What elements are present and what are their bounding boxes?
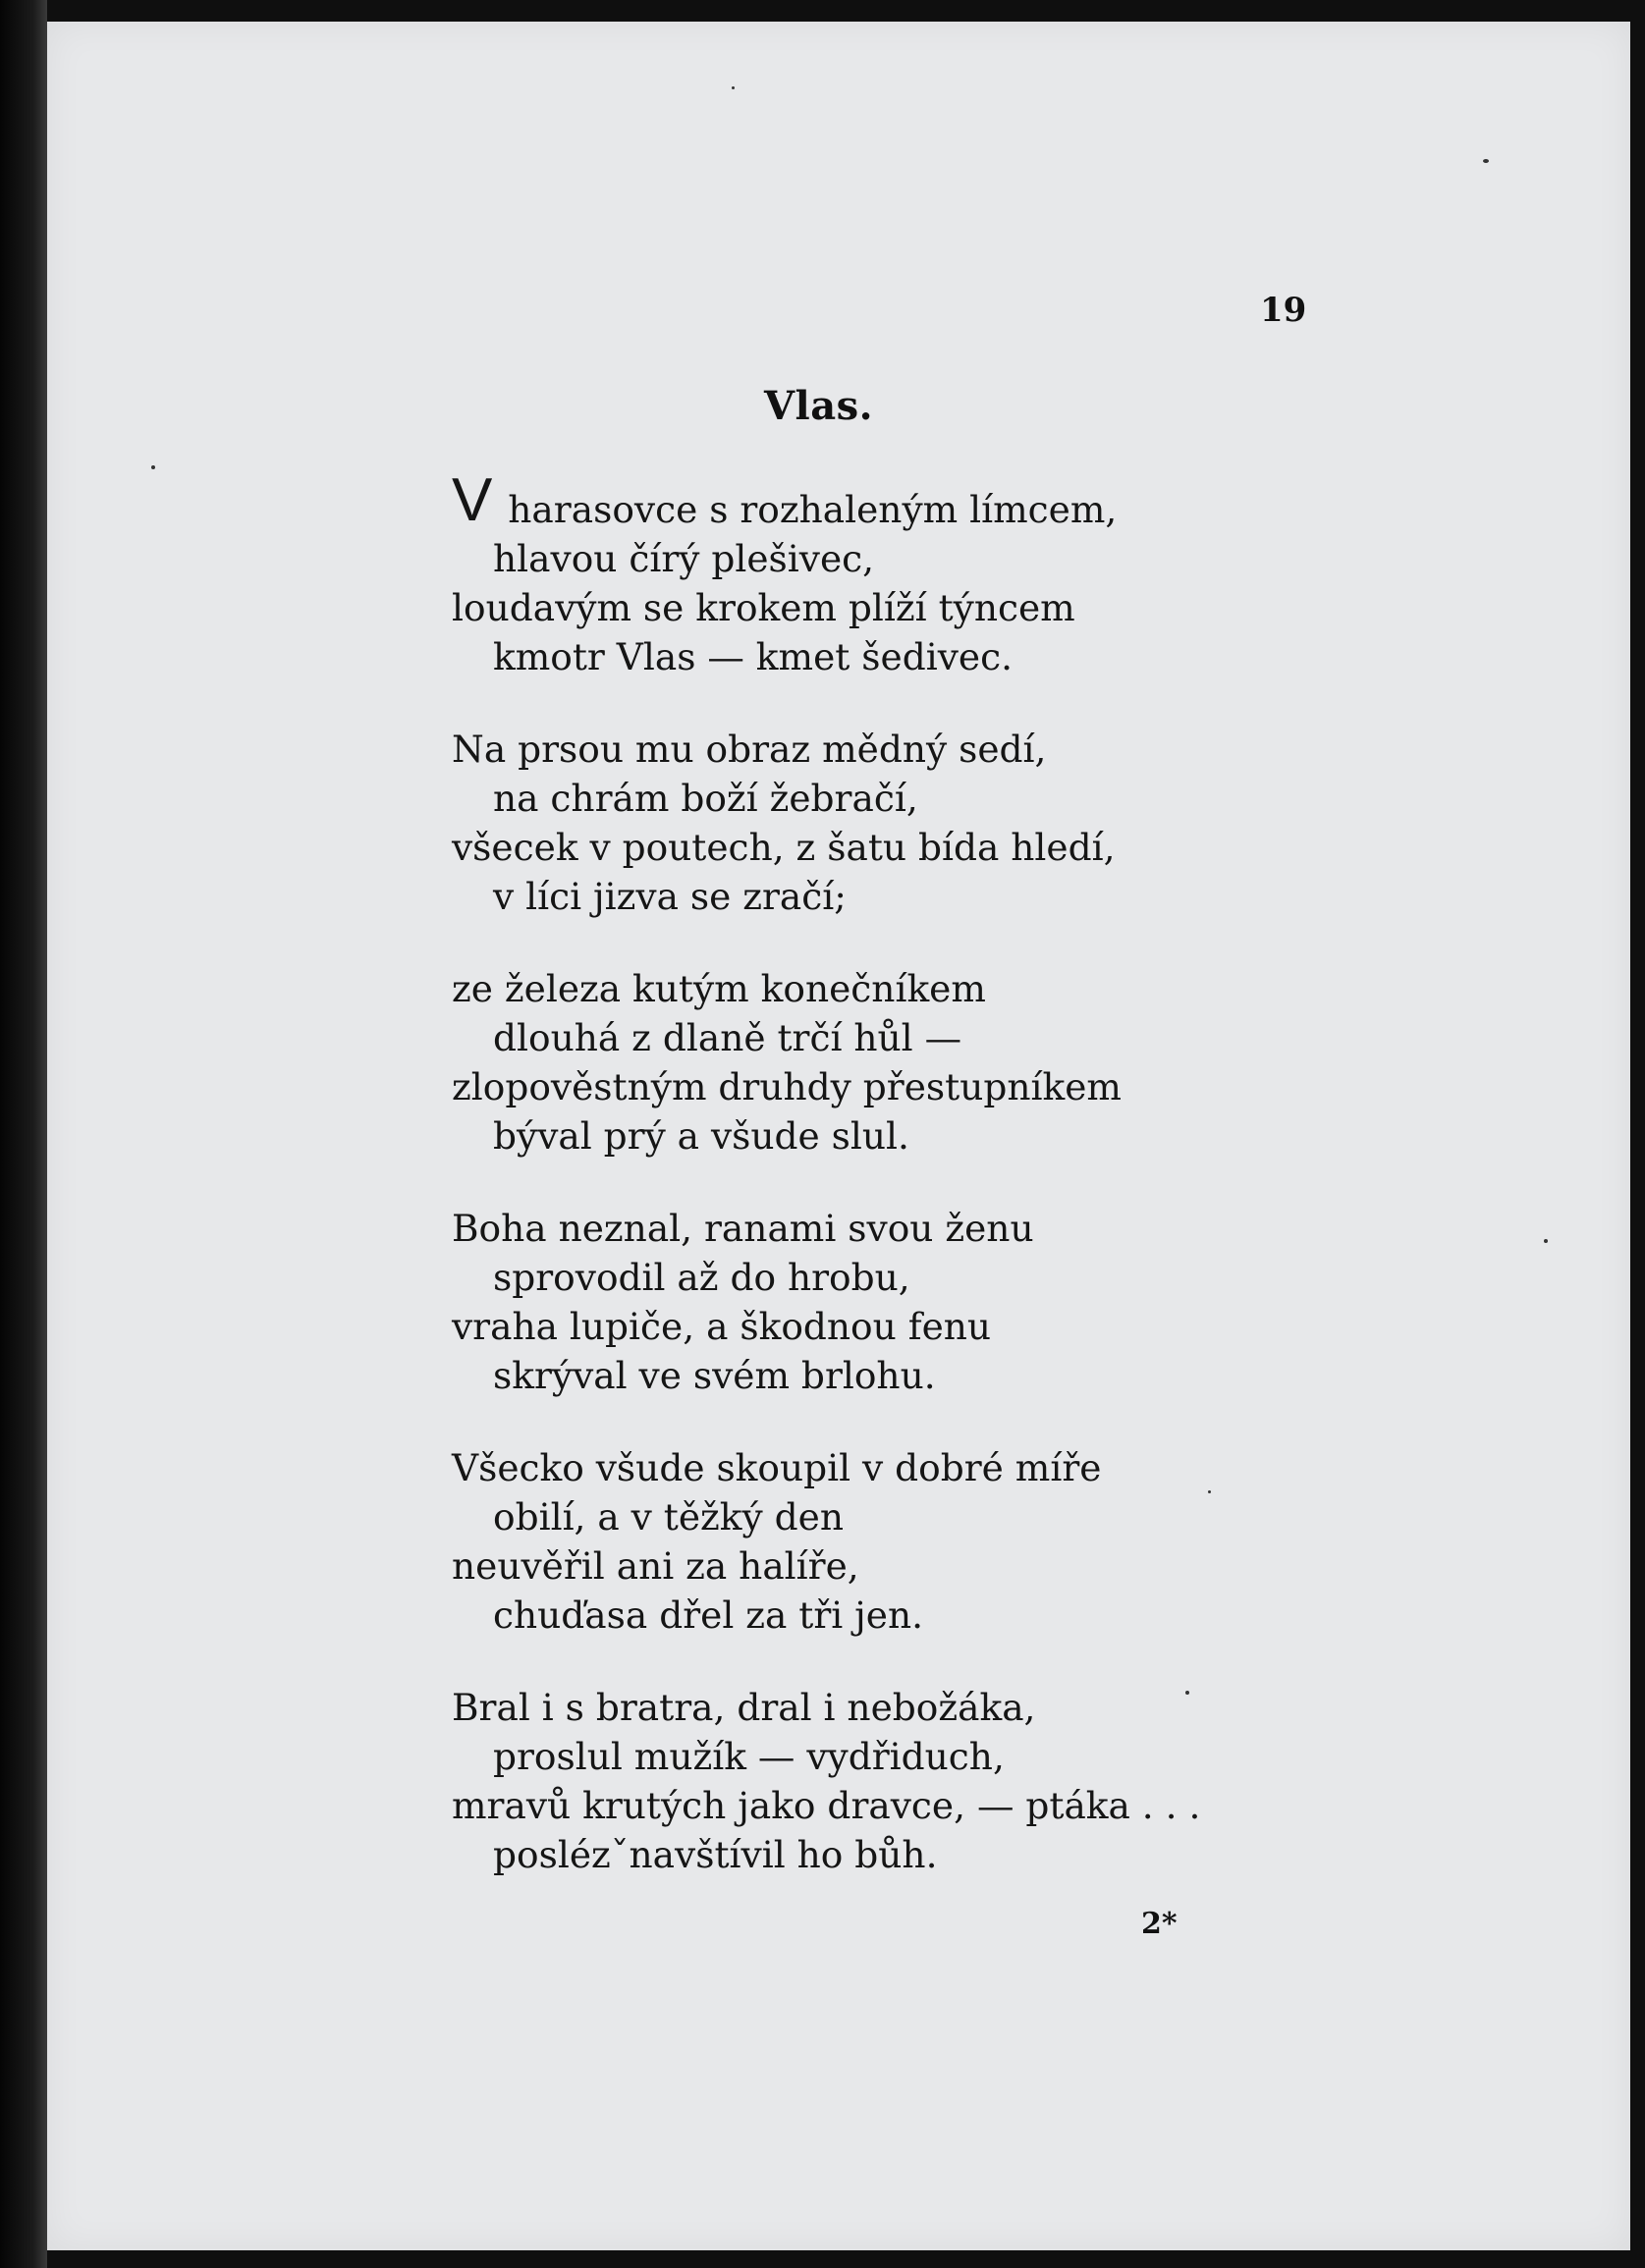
poem-line: Boha neznal, ranami svou ženu (452, 1207, 1034, 1250)
poem-line: neuvěřil ani za halíře, (452, 1544, 859, 1588)
poem-line: na chrám boží žebračí, (493, 777, 918, 820)
paper-speck (1208, 1490, 1211, 1493)
poem-line: skrýval ve svém brlohu. (493, 1354, 936, 1397)
poem-line: býval prý a všude slul. (493, 1114, 909, 1158)
poem-line: Bral i s bratra, dral i nebožáka, (452, 1686, 1036, 1729)
stanza-6 (452, 1683, 1257, 1879)
poem-line: loudavým se krokem plíží týncem (452, 586, 1075, 629)
stanza-5 (452, 1443, 1257, 1640)
poem-line (452, 466, 1257, 534)
poem-line: sprovodil až do hrobu, (493, 1256, 910, 1299)
poem-line: zlopověstným druhdy přestupníkem (452, 1065, 1122, 1108)
stanza-4 (452, 1204, 1257, 1400)
stanza-1 (452, 466, 1257, 681)
printer-signature-mark: 2* (1141, 1907, 1178, 1941)
poem-line: mravů krutých jako dravce, — ptáka . . . (452, 1784, 1201, 1827)
poem-line: hlavou čírý plešivec, (493, 537, 875, 580)
poem-line: poslézˇnavštívil ho bůh. (493, 1833, 938, 1876)
poem-line: chuďasa dřel za tři jen. (493, 1593, 924, 1637)
poem-line-text: harasovce s rozhaleným límcem, (496, 488, 1118, 531)
book-binding-edge (0, 0, 47, 2268)
stanza-3 (452, 964, 1257, 1161)
poem-line: Na prsou mu obraz mědný sedí, (452, 728, 1047, 771)
poem-line: vraha lupiče, a škodnou fenu (452, 1305, 992, 1348)
paper-speck (1544, 1239, 1548, 1243)
page-number: 19 (1260, 291, 1307, 330)
drop-cap: V (452, 466, 493, 534)
poem-line: dlouhá z dlaně trčí hůl — (493, 1016, 962, 1059)
poem-line: obilí, a v těžký den (493, 1495, 844, 1539)
paper-speck (1483, 159, 1489, 163)
poem-line: kmotr Vlas — kmet šedivec. (493, 635, 1013, 678)
poem-line: proslul mužík — vydřiduch, (493, 1735, 1005, 1778)
paper-speck (1185, 1691, 1189, 1695)
poem-line: ze železa kutým konečníkem (452, 967, 986, 1010)
poem-line: v líci jizva se zračí; (493, 875, 847, 918)
poem-body (452, 466, 1257, 1922)
poem-line: všecek v poutech, z šatu bída hledí, (452, 826, 1116, 869)
paper-speck (732, 86, 735, 89)
stanza-2 (452, 725, 1257, 921)
poem-line: Všecko všude skoupil v dobré míře (452, 1446, 1102, 1489)
paper-speck (151, 465, 155, 469)
poem-title: Vlas. (764, 383, 874, 429)
